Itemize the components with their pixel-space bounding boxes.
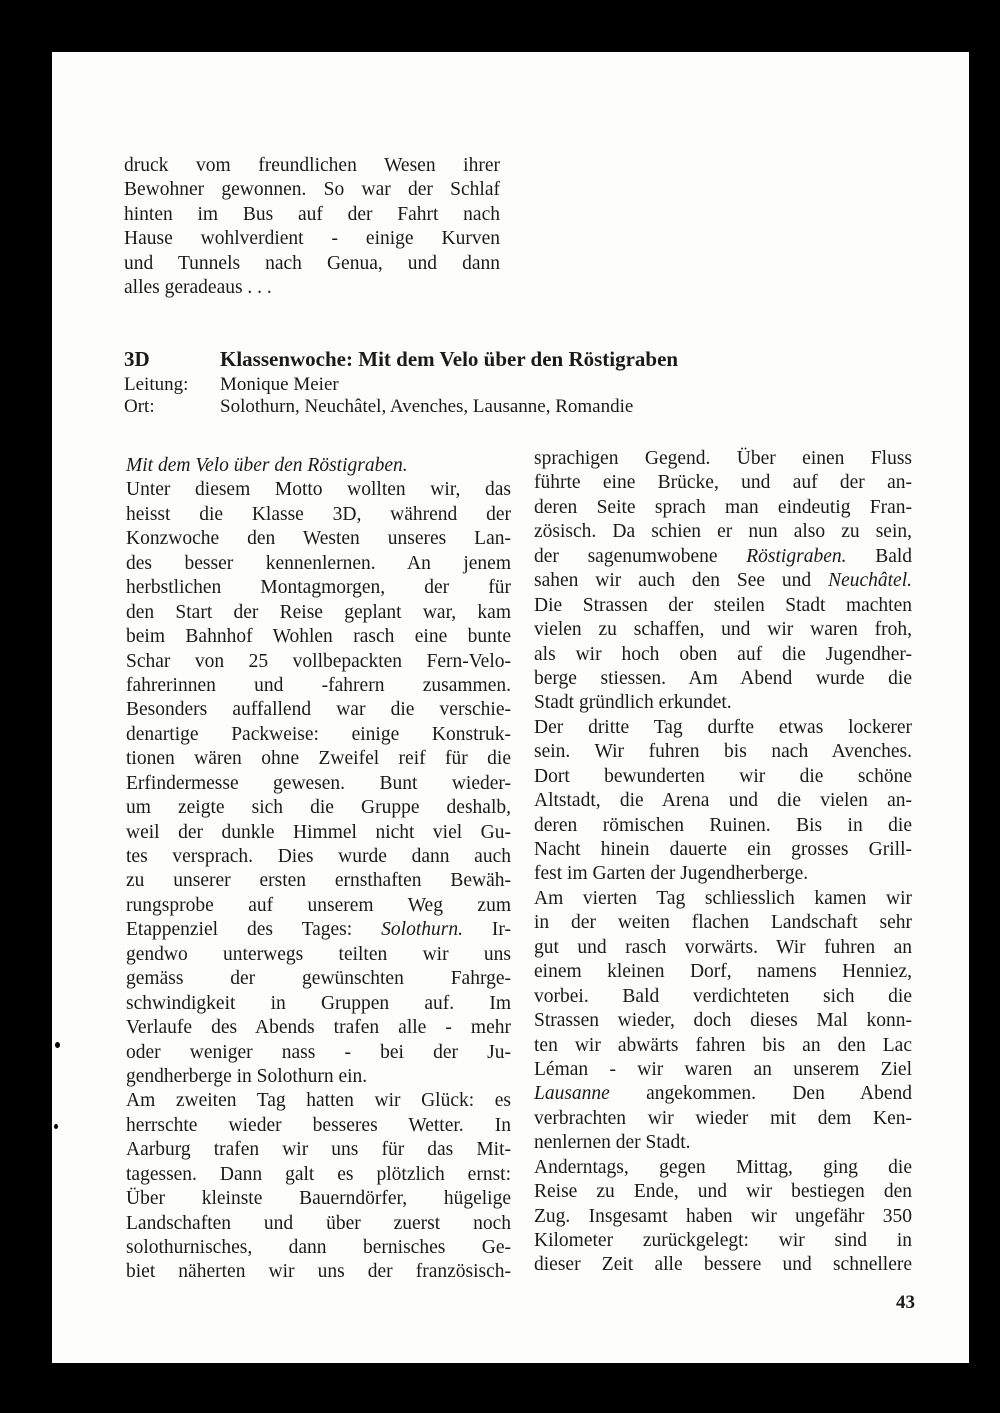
scan-speck — [55, 1042, 60, 1048]
text-line: Léman - wir waren an unserem Ziel — [534, 1058, 912, 1080]
text-line: Altstadt, die Arena und die vielen an- — [534, 790, 912, 812]
text-line: sprachigen Gegend. Über einen Fluss — [534, 448, 912, 469]
text-line: heisst die Klasse 3D, während der — [126, 503, 511, 525]
text-line: vorbei. Bald verdichteten sich die — [534, 985, 912, 1007]
text-line: Strassen wieder, doch dieses Mal konn- — [534, 1010, 912, 1032]
text-line: Besonders auffallend war die verschie- — [126, 699, 511, 721]
left-column — [126, 454, 511, 1285]
text-line: fest im Garten der Jugendherberge. — [534, 863, 809, 885]
text-line: verbrachten wir wieder mit dem Ken- — [534, 1107, 912, 1129]
text-line: sein. Wir fuhren bis nach Avenches. — [534, 741, 912, 763]
text-line: Kilometer zurückgelegt: wir sind in — [534, 1230, 912, 1251]
text-line: hinten im Bus auf der Fahrt nach — [124, 203, 500, 225]
text-line: Bewohner gewonnen. So war der Schlaf — [124, 179, 500, 201]
text-line: Über kleinste Bauerndörfer, hügelige — [126, 1188, 511, 1210]
text-line: beim Bahnhof Wohlen rasch eine bunte — [126, 626, 511, 648]
section-code: 3D — [124, 347, 150, 371]
text-line: einem kleinen Dorf, namens Henniez, — [534, 961, 912, 983]
text-line: fahrerinnen und -fahrern zusammen. — [126, 674, 511, 696]
text-line: weil der dunkle Himmel nicht viel Gu- — [126, 821, 511, 843]
text-line: gendherberge in Solothurn ein. — [126, 1065, 368, 1087]
text-line: denartige Packweise: einige Konstruk- — [126, 723, 511, 745]
text-line: zösisch. Da schien er nun also zu sein, — [534, 521, 912, 543]
text-line: in der weiten flachen Landschaft sehr — [534, 912, 912, 934]
section-title: Klassenwoche: Mit dem Velo über den Röstigraben — [220, 347, 679, 371]
text-line: zu unserer ersten ernsthaften Bewäh- — [126, 870, 511, 892]
text-line: nenlernen der Stadt. — [534, 1132, 691, 1154]
text-line: und Tunnels nach Genua, und dann — [124, 252, 500, 274]
text-line: biet näherten wir uns der französisch- — [126, 1261, 511, 1283]
text-line: rungsprobe auf unserem Weg zum — [126, 894, 511, 916]
text-line: Dort bewunderten wir die schöne — [534, 765, 912, 787]
scan-speck — [54, 1124, 58, 1129]
text-line: solothurnisches, dann bernisches Ge- — [126, 1237, 511, 1258]
text-line: deren römischen Ruinen. Bis in die — [534, 814, 912, 836]
leitung-label: Leitung: — [124, 374, 189, 395]
text-line: herbstlichen Montagmorgen, der für — [126, 577, 511, 599]
text-line: gut und rasch vorwärts. Wir fuhren an — [534, 936, 912, 958]
text-line: Verlaufe des Abends trafen alle - mehr — [126, 1017, 511, 1039]
text-line: Reise zu Ende, und wir bestiegen den — [534, 1181, 912, 1203]
text-line: Anderntags, gegen Mittag, ging die — [534, 1156, 912, 1178]
text-line: den Start der Reise geplant war, kam — [126, 601, 511, 623]
text-line: alles geradeaus . . . — [124, 277, 272, 299]
text-line: sahen wir auch den See und Neuchâtel. — [534, 570, 913, 592]
text-line: tionen wären ohne Zweifel reif für die — [126, 748, 511, 770]
text-line: Am vierten Tag schliesslich kamen wir — [534, 887, 912, 909]
text-line: druck vom freundlichen Wesen ihrer — [124, 155, 500, 176]
text-line: des besser kennenlernen. An jenem — [126, 552, 511, 574]
text-line: Aarburg trafen wir uns für das Mit- — [126, 1139, 511, 1161]
text-line: Der dritte Tag durfte etwas lockerer — [534, 716, 912, 738]
intro-paragraph — [124, 154, 500, 301]
text-line: als wir hoch oben auf die Jugendher- — [534, 643, 912, 665]
text-line: Hause wohlverdient - einige Kurven — [124, 228, 500, 250]
page-number: 43 — [896, 1292, 915, 1313]
right-column — [534, 447, 912, 1278]
article-subtitle: Mit dem Velo über den Röstigraben. — [126, 455, 408, 476]
ort-label: Ort: — [124, 396, 155, 417]
ort-row — [124, 396, 924, 418]
text-line: der sagenumwobene Röstigraben. Bald — [534, 545, 913, 567]
text-line: Etappenziel des Tages: Solothurn. Ir- — [126, 919, 512, 941]
text-line: herrschte wieder besseres Wetter. In — [126, 1114, 511, 1136]
text-line: Unter diesem Motto wollten wir, das — [126, 479, 511, 501]
document-page — [52, 52, 969, 1363]
text-line: Die Strassen der steilen Stadt machten — [534, 594, 912, 616]
text-line: gemäss der gewünschten Fahrge- — [126, 968, 511, 990]
leitung-row — [124, 374, 924, 396]
leitung-value: Monique Meier — [220, 374, 339, 395]
section-title-row — [124, 344, 924, 374]
text-line: deren Seite sprach man eindeutig Fran- — [534, 496, 912, 518]
text-line: Schar von 25 vollbepackten Fern-Velo- — [126, 650, 511, 672]
text-line: Am zweiten Tag hatten wir Glück: es — [126, 1090, 511, 1112]
text-line: Erfindermesse gewesen. Bunt wieder- — [126, 772, 511, 794]
section-heading — [124, 344, 924, 418]
text-line: gendwo unterwegs teilten wir uns — [126, 943, 511, 965]
text-line: dieser Zeit alle bessere und schnellere — [534, 1254, 912, 1276]
text-line: tes versprach. Dies wurde dann auch — [126, 846, 511, 867]
text-line: vielen zu schaffen, und wir waren froh, — [534, 619, 912, 641]
text-line: oder weniger nass - bei der Ju- — [126, 1041, 511, 1063]
text-line: ten wir abwärts fahren bis an den Lac — [534, 1034, 912, 1056]
text-line: führte eine Brücke, und auf der an- — [534, 472, 912, 494]
text-line: tagessen. Dann galt es plötzlich ernst: — [126, 1163, 511, 1185]
text-line: berge stiessen. Am Abend wurde die — [534, 667, 912, 689]
text-line: schwindigkeit in Gruppen auf. Im — [126, 992, 511, 1014]
text-line: Landschaften und über zuerst noch — [126, 1212, 511, 1234]
text-line: Zug. Insgesamt haben wir ungefähr 350 — [534, 1205, 912, 1227]
text-line: Stadt gründlich erkundet. — [534, 692, 732, 714]
text-line: Nacht hinein dauerte ein grosses Grill- — [534, 839, 912, 860]
text-line: Konzwoche den Westen unseres Lan- — [126, 528, 511, 550]
ort-value: Solothurn, Neuchâtel, Avenches, Lausanne, Romandie — [220, 396, 634, 417]
text-line: Lausanne angekommen. Den Abend — [534, 1083, 913, 1105]
text-line: um zeigte sich die Gruppe deshalb, — [126, 797, 511, 819]
